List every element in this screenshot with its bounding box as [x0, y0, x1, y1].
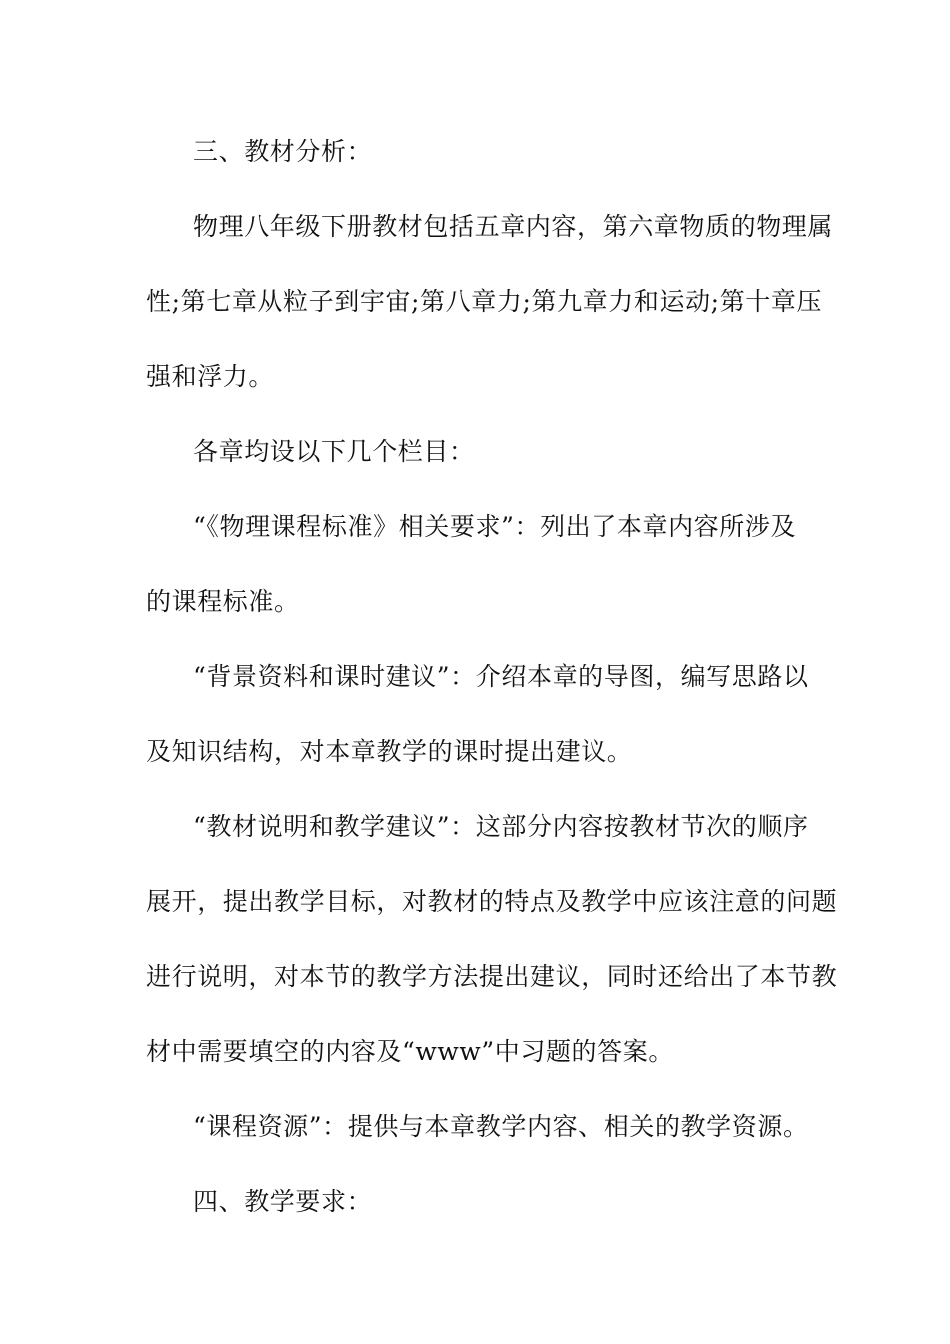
paragraph-line: 展开，提出教学目标，对教材的特点及教学中应该注意的问题 — [146, 887, 838, 916]
paragraph-line: 物理八年级下册教材包括五章内容，第六章物质的物理属 — [193, 212, 834, 241]
paragraph-line: 各章均设以下几个栏目： — [193, 437, 475, 466]
paragraph-line: “《物理课程标准》相关要求”：列出了本章内容所涉及 — [193, 512, 797, 541]
paragraph-line: 进行说明，对本节的教学方法提出建议，同时还给出了本节教 — [146, 962, 838, 991]
section-heading: 三、教材分析： — [193, 137, 373, 166]
paragraph-line: “教材说明和教学建议”：这部分内容按教材节次的顺序 — [193, 812, 809, 841]
paragraph-line: 性;第七章从粒子到宇宙;第八章力;第九章力和运动;第十章压 — [146, 287, 823, 316]
paragraph-line: 的课程标准。 — [146, 587, 300, 616]
paragraph-line: 材中需要填空的内容及“www”中习题的答案。 — [146, 1037, 674, 1066]
paragraph-line: 及知识结构，对本章教学的课时提出建议。 — [146, 737, 633, 766]
paragraph-line: “背景资料和课时建议”：介绍本章的导图，编写思路以 — [193, 662, 809, 691]
paragraph-line: 强和浮力。 — [146, 362, 275, 391]
section-heading: 四、教学要求： — [193, 1187, 373, 1216]
paragraph-line: “课程资源”：提供与本章教学内容、相关的教学资源。 — [193, 1112, 809, 1141]
